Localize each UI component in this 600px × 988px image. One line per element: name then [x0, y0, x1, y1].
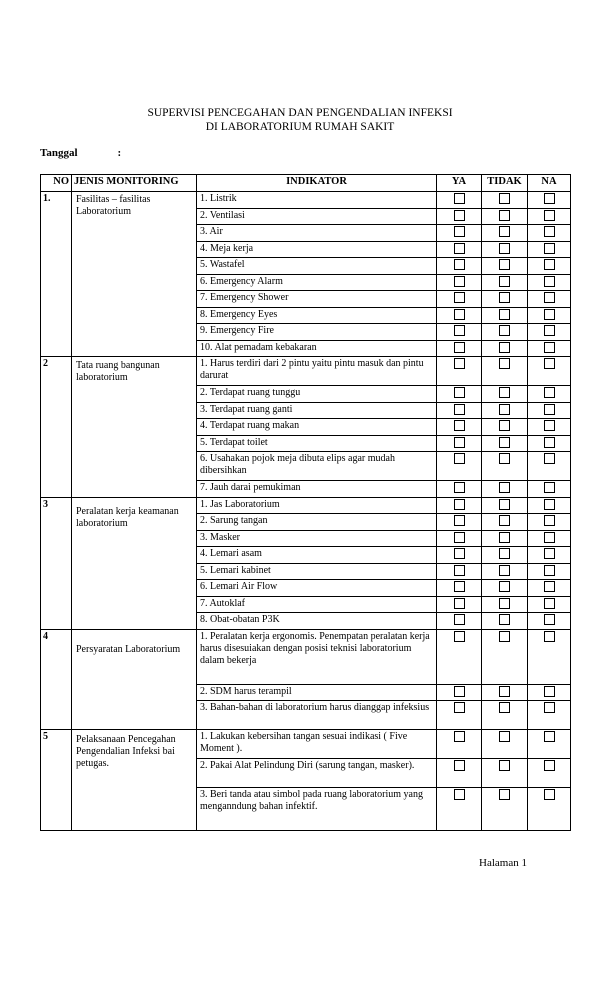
- checkbox-na[interactable]: [544, 631, 555, 642]
- checkbox-ya[interactable]: [454, 581, 465, 592]
- cell-na: [528, 580, 571, 597]
- checkbox-tidak[interactable]: [499, 565, 510, 576]
- checkbox-na[interactable]: [544, 358, 555, 369]
- checkbox-ya[interactable]: [454, 499, 465, 510]
- checkbox-na[interactable]: [544, 259, 555, 270]
- table-header-row: [41, 175, 571, 192]
- checkbox-tidak[interactable]: [499, 532, 510, 543]
- cell-tidak: [482, 563, 528, 580]
- checkbox-ya[interactable]: [454, 193, 465, 204]
- checkbox-na[interactable]: [544, 532, 555, 543]
- checkbox-tidak[interactable]: [499, 482, 510, 493]
- checkbox-tidak[interactable]: [499, 243, 510, 254]
- cell-tidak: [482, 258, 528, 275]
- col-header-jenis: JENIS MONITORING: [72, 175, 197, 192]
- cell-tidak: [482, 759, 528, 788]
- checkbox-ya[interactable]: [454, 565, 465, 576]
- indicator-text: 3. Bahan-bahan di laboratorium harus dianggap infeksius: [197, 701, 437, 730]
- checkbox-tidak[interactable]: [499, 325, 510, 336]
- checkbox-ya[interactable]: [454, 532, 465, 543]
- checkbox-ya[interactable]: [454, 598, 465, 609]
- cell-na: [528, 730, 571, 759]
- cell-tidak: [482, 596, 528, 613]
- cell-tidak: [482, 435, 528, 452]
- cell-tidak: [482, 788, 528, 831]
- date-label: Tanggal: [40, 147, 78, 159]
- checkbox-na[interactable]: [544, 226, 555, 237]
- checkbox-ya[interactable]: [454, 789, 465, 800]
- checkbox-ya[interactable]: [454, 631, 465, 642]
- cell-ya: [437, 208, 482, 225]
- cell-na: [528, 258, 571, 275]
- cell-na: [528, 563, 571, 580]
- cell-ya: [437, 419, 482, 436]
- checkbox-ya[interactable]: [454, 453, 465, 464]
- checkbox-ya[interactable]: [454, 358, 465, 369]
- col-header-na: NA: [528, 175, 571, 192]
- cell-tidak: [482, 402, 528, 419]
- checkbox-ya[interactable]: [454, 437, 465, 448]
- checkbox-na[interactable]: [544, 581, 555, 592]
- checkbox-tidak[interactable]: [499, 437, 510, 448]
- indicator-text: 4. Lemari asam: [197, 547, 437, 564]
- cell-tidak: [482, 730, 528, 759]
- cell-tidak: [482, 497, 528, 514]
- cell-na: [528, 530, 571, 547]
- checkbox-ya[interactable]: [454, 760, 465, 771]
- cell-tidak: [482, 419, 528, 436]
- checkbox-tidak[interactable]: [499, 686, 510, 697]
- cell-ya: [437, 258, 482, 275]
- indicator-text: 7. Autoklaf: [197, 596, 437, 613]
- checkbox-tidak[interactable]: [499, 548, 510, 559]
- checkbox-ya[interactable]: [454, 548, 465, 559]
- cell-na: [528, 357, 571, 386]
- cell-na: [528, 497, 571, 514]
- cell-tidak: [482, 613, 528, 630]
- cell-na: [528, 547, 571, 564]
- cell-ya: [437, 596, 482, 613]
- section-number: 2: [41, 357, 72, 498]
- indicator-text: 8. Emergency Eyes: [197, 307, 437, 324]
- cell-tidak: [482, 208, 528, 225]
- cell-na: [528, 340, 571, 357]
- checkbox-tidak[interactable]: [499, 702, 510, 713]
- indicator-text: 4. Terdapat ruang makan: [197, 419, 437, 436]
- indicator-text: 7. Emergency Shower: [197, 291, 437, 308]
- checkbox-ya[interactable]: [454, 226, 465, 237]
- cell-tidak: [482, 530, 528, 547]
- checkbox-na[interactable]: [544, 515, 555, 526]
- cell-tidak: [482, 547, 528, 564]
- indicator-text: 3. Masker: [197, 530, 437, 547]
- checkbox-ya[interactable]: [454, 614, 465, 625]
- monitoring-type: Persyaratan Laboratorium: [72, 629, 197, 730]
- col-header-ya: YA: [437, 175, 482, 192]
- cell-na: [528, 701, 571, 730]
- checkbox-tidak[interactable]: [499, 598, 510, 609]
- indicator-text: 10. Alat pemadam kebakaran: [197, 340, 437, 357]
- cell-na: [528, 419, 571, 436]
- indicator-text: 6. Lemari Air Flow: [197, 580, 437, 597]
- checkbox-na[interactable]: [544, 404, 555, 415]
- indicator-text: 5. Wastafel: [197, 258, 437, 275]
- cell-tidak: [482, 514, 528, 531]
- cell-ya: [437, 547, 482, 564]
- indicator-text: 1. Harus terdiri dari 2 pintu yaitu pintu masuk dan pintu darurat: [197, 357, 437, 386]
- cell-ya: [437, 759, 482, 788]
- cell-ya: [437, 629, 482, 684]
- section-number: 5: [41, 730, 72, 831]
- indicator-text: 5. Lemari kabinet: [197, 563, 437, 580]
- cell-ya: [437, 563, 482, 580]
- date-colon: :: [117, 147, 122, 159]
- checkbox-na[interactable]: [544, 342, 555, 353]
- checkbox-na[interactable]: [544, 565, 555, 576]
- checkbox-tidak[interactable]: [499, 226, 510, 237]
- section-number: 4: [41, 629, 72, 730]
- cell-ya: [437, 730, 482, 759]
- checkbox-tidak[interactable]: [499, 499, 510, 510]
- checkbox-na[interactable]: [544, 702, 555, 713]
- cell-na: [528, 452, 571, 481]
- cell-tidak: [482, 452, 528, 481]
- cell-na: [528, 241, 571, 258]
- checkbox-ya[interactable]: [454, 325, 465, 336]
- checkbox-na[interactable]: [544, 548, 555, 559]
- cell-tidak: [482, 225, 528, 242]
- checkbox-ya[interactable]: [454, 276, 465, 287]
- indicator-text: 5. Terdapat toilet: [197, 435, 437, 452]
- cell-ya: [437, 514, 482, 531]
- col-header-tidak: TIDAK: [482, 175, 528, 192]
- document-title-line1: SUPERVISI PENCEGAHAN DAN PENGENDALIAN INFEKSI: [147, 107, 453, 119]
- checkbox-na[interactable]: [544, 387, 555, 398]
- cell-na: [528, 274, 571, 291]
- indicator-text: 3. Terdapat ruang ganti: [197, 402, 437, 419]
- checkbox-na[interactable]: [544, 598, 555, 609]
- cell-tidak: [482, 684, 528, 701]
- indicator-text: 7. Jauh darai pemukiman: [197, 481, 437, 498]
- checkbox-tidak[interactable]: [499, 614, 510, 625]
- checkbox-tidak[interactable]: [499, 404, 510, 415]
- checkbox-na[interactable]: [544, 292, 555, 303]
- cell-na: [528, 402, 571, 419]
- checkbox-na[interactable]: [544, 686, 555, 697]
- checkbox-na[interactable]: [544, 243, 555, 254]
- checkbox-ya[interactable]: [454, 702, 465, 713]
- section-number: 3: [41, 497, 72, 629]
- cell-ya: [437, 580, 482, 597]
- cell-ya: [437, 435, 482, 452]
- checkbox-tidak[interactable]: [499, 342, 510, 353]
- cell-tidak: [482, 481, 528, 498]
- cell-na: [528, 192, 571, 209]
- checkbox-tidak[interactable]: [499, 210, 510, 221]
- checkbox-ya[interactable]: [454, 420, 465, 431]
- indicator-text: 2. SDM harus terampil: [197, 684, 437, 701]
- cell-na: [528, 307, 571, 324]
- cell-tidak: [482, 192, 528, 209]
- cell-ya: [437, 241, 482, 258]
- table-row: [41, 629, 571, 684]
- cell-na: [528, 596, 571, 613]
- checkbox-tidak[interactable]: [499, 789, 510, 800]
- cell-tidak: [482, 274, 528, 291]
- col-header-no: NO: [41, 175, 72, 192]
- table-row: [41, 497, 571, 514]
- cell-ya: [437, 613, 482, 630]
- date-field: [40, 147, 121, 159]
- indicator-text: 1. Peralatan kerja ergonomis. Penempatan peralatan kerja harus disesuiakan dengan posisi teknisi laboratorium dalam bekerja: [197, 629, 437, 684]
- indicator-text: 1. Lakukan kebersihan tangan sesuai indikasi ( Five Moment ).: [197, 730, 437, 759]
- checkbox-tidak[interactable]: [499, 631, 510, 642]
- checkbox-tidak[interactable]: [499, 387, 510, 398]
- checkbox-ya[interactable]: [454, 210, 465, 221]
- cell-tidak: [482, 241, 528, 258]
- cell-ya: [437, 481, 482, 498]
- checkbox-ya[interactable]: [454, 731, 465, 742]
- cell-na: [528, 225, 571, 242]
- checkbox-na[interactable]: [544, 210, 555, 221]
- checkbox-ya[interactable]: [454, 243, 465, 254]
- indicator-text: 9. Emergency Fire: [197, 324, 437, 341]
- checkbox-ya[interactable]: [454, 387, 465, 398]
- checkbox-na[interactable]: [544, 193, 555, 204]
- cell-ya: [437, 497, 482, 514]
- checkbox-ya[interactable]: [454, 342, 465, 353]
- cell-na: [528, 481, 571, 498]
- checkbox-na[interactable]: [544, 420, 555, 431]
- cell-tidak: [482, 307, 528, 324]
- indicator-text: 6. Usahakan pojok meja dibuta elips agar mudah dibersihkan: [197, 452, 437, 481]
- cell-ya: [437, 386, 482, 403]
- cell-na: [528, 386, 571, 403]
- section-number: 1.: [41, 192, 72, 357]
- checkbox-tidak[interactable]: [499, 358, 510, 369]
- checkbox-na[interactable]: [544, 760, 555, 771]
- cell-ya: [437, 402, 482, 419]
- indicator-text: 2. Sarung tangan: [197, 514, 437, 531]
- cell-ya: [437, 324, 482, 341]
- cell-tidak: [482, 357, 528, 386]
- indicator-text: 8. Obat-obatan P3K: [197, 613, 437, 630]
- indicator-text: 2. Terdapat ruang tunggu: [197, 386, 437, 403]
- cell-na: [528, 613, 571, 630]
- indicator-text: 2. Ventilasi: [197, 208, 437, 225]
- checkbox-na[interactable]: [544, 731, 555, 742]
- checkbox-na[interactable]: [544, 309, 555, 320]
- cell-tidak: [482, 386, 528, 403]
- indicator-text: 4. Meja kerja: [197, 241, 437, 258]
- cell-na: [528, 759, 571, 788]
- cell-ya: [437, 357, 482, 386]
- monitoring-type: Pelaksanaan Pencegahan Pengendalian Infeksi bai petugas.: [72, 730, 197, 831]
- checkbox-ya[interactable]: [454, 404, 465, 415]
- cell-tidak: [482, 629, 528, 684]
- checkbox-na[interactable]: [544, 614, 555, 625]
- table-row: [41, 730, 571, 759]
- table-row: [41, 357, 571, 386]
- page-number: Halaman 1: [479, 857, 527, 869]
- cell-ya: [437, 340, 482, 357]
- checkbox-na[interactable]: [544, 453, 555, 464]
- cell-ya: [437, 684, 482, 701]
- cell-ya: [437, 291, 482, 308]
- checkbox-ya[interactable]: [454, 309, 465, 320]
- indicator-text: 1. Jas Laboratorium: [197, 497, 437, 514]
- cell-tidak: [482, 324, 528, 341]
- checkbox-na[interactable]: [544, 325, 555, 336]
- cell-na: [528, 684, 571, 701]
- cell-ya: [437, 788, 482, 831]
- indicator-text: 2. Pakai Alat Pelindung Diri (sarung tangan, masker).: [197, 759, 437, 788]
- document-title-line2: DI LABORATORIUM RUMAH SAKIT: [205, 121, 395, 133]
- checkbox-tidak[interactable]: [499, 292, 510, 303]
- cell-ya: [437, 225, 482, 242]
- indicator-text: 6. Emergency Alarm: [197, 274, 437, 291]
- cell-na: [528, 629, 571, 684]
- cell-tidak: [482, 580, 528, 597]
- cell-na: [528, 291, 571, 308]
- col-header-indikator: INDIKATOR: [197, 175, 437, 192]
- checkbox-ya[interactable]: [454, 482, 465, 493]
- checkbox-tidak[interactable]: [499, 276, 510, 287]
- checkbox-na[interactable]: [544, 276, 555, 287]
- checkbox-ya[interactable]: [454, 259, 465, 270]
- cell-na: [528, 208, 571, 225]
- cell-tidak: [482, 291, 528, 308]
- cell-ya: [437, 192, 482, 209]
- monitoring-type: Fasilitas – fasilitas Laboratorium: [72, 192, 197, 357]
- indicator-text: 3. Air: [197, 225, 437, 242]
- cell-ya: [437, 452, 482, 481]
- checkbox-tidak[interactable]: [499, 731, 510, 742]
- checkbox-na[interactable]: [544, 789, 555, 800]
- cell-na: [528, 435, 571, 452]
- cell-ya: [437, 307, 482, 324]
- cell-ya: [437, 701, 482, 730]
- table-row: [41, 192, 571, 209]
- checkbox-ya[interactable]: [454, 292, 465, 303]
- cell-ya: [437, 274, 482, 291]
- checkbox-tidak[interactable]: [499, 309, 510, 320]
- checkbox-ya[interactable]: [454, 515, 465, 526]
- cell-na: [528, 324, 571, 341]
- checkbox-tidak[interactable]: [499, 581, 510, 592]
- checkbox-tidak[interactable]: [499, 193, 510, 204]
- checkbox-tidak[interactable]: [499, 420, 510, 431]
- cell-tidak: [482, 340, 528, 357]
- checkbox-na[interactable]: [544, 437, 555, 448]
- checkbox-tidak[interactable]: [499, 760, 510, 771]
- checkbox-tidak[interactable]: [499, 259, 510, 270]
- cell-na: [528, 788, 571, 831]
- cell-tidak: [482, 701, 528, 730]
- checkbox-ya[interactable]: [454, 686, 465, 697]
- monitoring-table: [40, 174, 571, 831]
- checkbox-tidak[interactable]: [499, 515, 510, 526]
- checkbox-tidak[interactable]: [499, 453, 510, 464]
- monitoring-type: Peralatan kerja keamanan laboratorium: [72, 497, 197, 629]
- monitoring-type: Tata ruang bangunan laboratorium: [72, 357, 197, 498]
- cell-ya: [437, 530, 482, 547]
- checkbox-na[interactable]: [544, 499, 555, 510]
- cell-na: [528, 514, 571, 531]
- checkbox-na[interactable]: [544, 482, 555, 493]
- indicator-text: 3. Beri tanda atau simbol pada ruang laboratorium yang menganndung bahan infektif.: [197, 788, 437, 831]
- indicator-text: 1. Listrik: [197, 192, 437, 209]
